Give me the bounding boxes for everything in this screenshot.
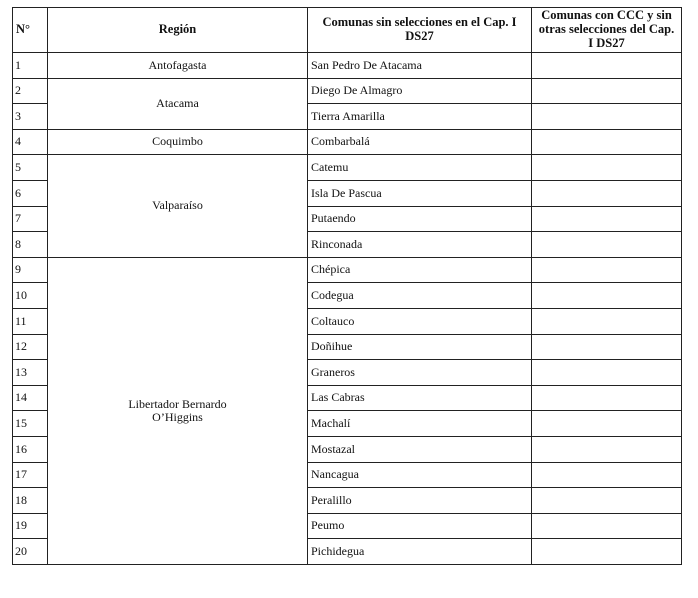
comuna-cell: Catemu bbox=[308, 155, 532, 181]
row-number: 11 bbox=[13, 308, 48, 334]
row-number: 3 bbox=[13, 104, 48, 130]
ccc-cell bbox=[532, 257, 682, 283]
header-row bbox=[13, 8, 682, 53]
row-number: 14 bbox=[13, 385, 48, 411]
comuna-cell: Doñihue bbox=[308, 334, 532, 360]
comuna-cell: Nancagua bbox=[308, 462, 532, 488]
region-cell-atacama: Atacama bbox=[48, 78, 308, 129]
comuna-cell: Chépica bbox=[308, 257, 532, 283]
comuna-cell: Graneros bbox=[308, 360, 532, 386]
comuna-cell: Las Cabras bbox=[308, 385, 532, 411]
region-cell-antofagasta: Antofagasta bbox=[48, 53, 308, 79]
row-number: 16 bbox=[13, 436, 48, 462]
ccc-cell bbox=[532, 462, 682, 488]
region-cell-coquimbo: Coquimbo bbox=[48, 129, 308, 155]
comuna-cell: Diego De Almagro bbox=[308, 78, 532, 104]
comuna-cell: Coltauco bbox=[308, 308, 532, 334]
comuna-cell: Isla De Pascua bbox=[308, 180, 532, 206]
ccc-cell bbox=[532, 232, 682, 258]
comuna-cell: Machalí bbox=[308, 411, 532, 437]
row-number: 20 bbox=[13, 539, 48, 565]
comuna-cell: Rinconada bbox=[308, 232, 532, 258]
table-row bbox=[13, 257, 682, 283]
ccc-cell bbox=[532, 104, 682, 130]
comuna-cell: Combarbalá bbox=[308, 129, 532, 155]
header-comunas-con: Comunas con CCC y sin otras selecciones del Cap. I DS27 bbox=[532, 8, 682, 53]
region-name-line-1: Libertador Bernardo bbox=[128, 396, 227, 411]
ccc-cell bbox=[532, 488, 682, 514]
row-number: 18 bbox=[13, 488, 48, 514]
row-number: 7 bbox=[13, 206, 48, 232]
row-number: 19 bbox=[13, 513, 48, 539]
row-number: 9 bbox=[13, 257, 48, 283]
row-number: 13 bbox=[13, 360, 48, 386]
table-row bbox=[13, 78, 682, 104]
header-region: Región bbox=[48, 8, 308, 53]
row-number: 10 bbox=[13, 283, 48, 309]
row-number: 8 bbox=[13, 232, 48, 258]
comuna-cell: Putaendo bbox=[308, 206, 532, 232]
region-cell-valparaiso: Valparaíso bbox=[48, 155, 308, 257]
header-num: N° bbox=[13, 8, 48, 53]
ccc-cell bbox=[532, 360, 682, 386]
table-row bbox=[13, 129, 682, 155]
ccc-cell bbox=[532, 513, 682, 539]
comuna-cell: Peumo bbox=[308, 513, 532, 539]
region-name-line-2: O’Higgins bbox=[152, 409, 203, 424]
ccc-cell bbox=[532, 180, 682, 206]
table-row bbox=[13, 155, 682, 181]
ccc-cell bbox=[532, 308, 682, 334]
ccc-cell bbox=[532, 334, 682, 360]
ccc-cell bbox=[532, 206, 682, 232]
comuna-cell: Pichidegua bbox=[308, 539, 532, 565]
ccc-cell bbox=[532, 129, 682, 155]
comuna-cell: Tierra Amarilla bbox=[308, 104, 532, 130]
row-number: 15 bbox=[13, 411, 48, 437]
comuna-cell: Mostazal bbox=[308, 436, 532, 462]
ccc-cell bbox=[532, 283, 682, 309]
row-number: 5 bbox=[13, 155, 48, 181]
ccc-cell bbox=[532, 436, 682, 462]
ccc-cell bbox=[532, 385, 682, 411]
table-row bbox=[13, 53, 682, 79]
row-number: 2 bbox=[13, 78, 48, 104]
ccc-cell bbox=[532, 78, 682, 104]
row-number: 12 bbox=[13, 334, 48, 360]
row-number: 1 bbox=[13, 53, 48, 79]
row-number: 4 bbox=[13, 129, 48, 155]
row-number: 6 bbox=[13, 180, 48, 206]
comuna-cell: Peralillo bbox=[308, 488, 532, 514]
ccc-cell bbox=[532, 53, 682, 79]
ccc-cell bbox=[532, 411, 682, 437]
comunas-table bbox=[12, 7, 682, 565]
row-number: 17 bbox=[13, 462, 48, 488]
header-comunas-sin: Comunas sin selecciones en el Cap. I DS27 bbox=[308, 8, 532, 53]
comuna-cell: San Pedro De Atacama bbox=[308, 53, 532, 79]
ccc-cell bbox=[532, 539, 682, 565]
region-cell-ohiggins bbox=[48, 257, 308, 564]
comuna-cell: Codegua bbox=[308, 283, 532, 309]
ccc-cell bbox=[532, 155, 682, 181]
